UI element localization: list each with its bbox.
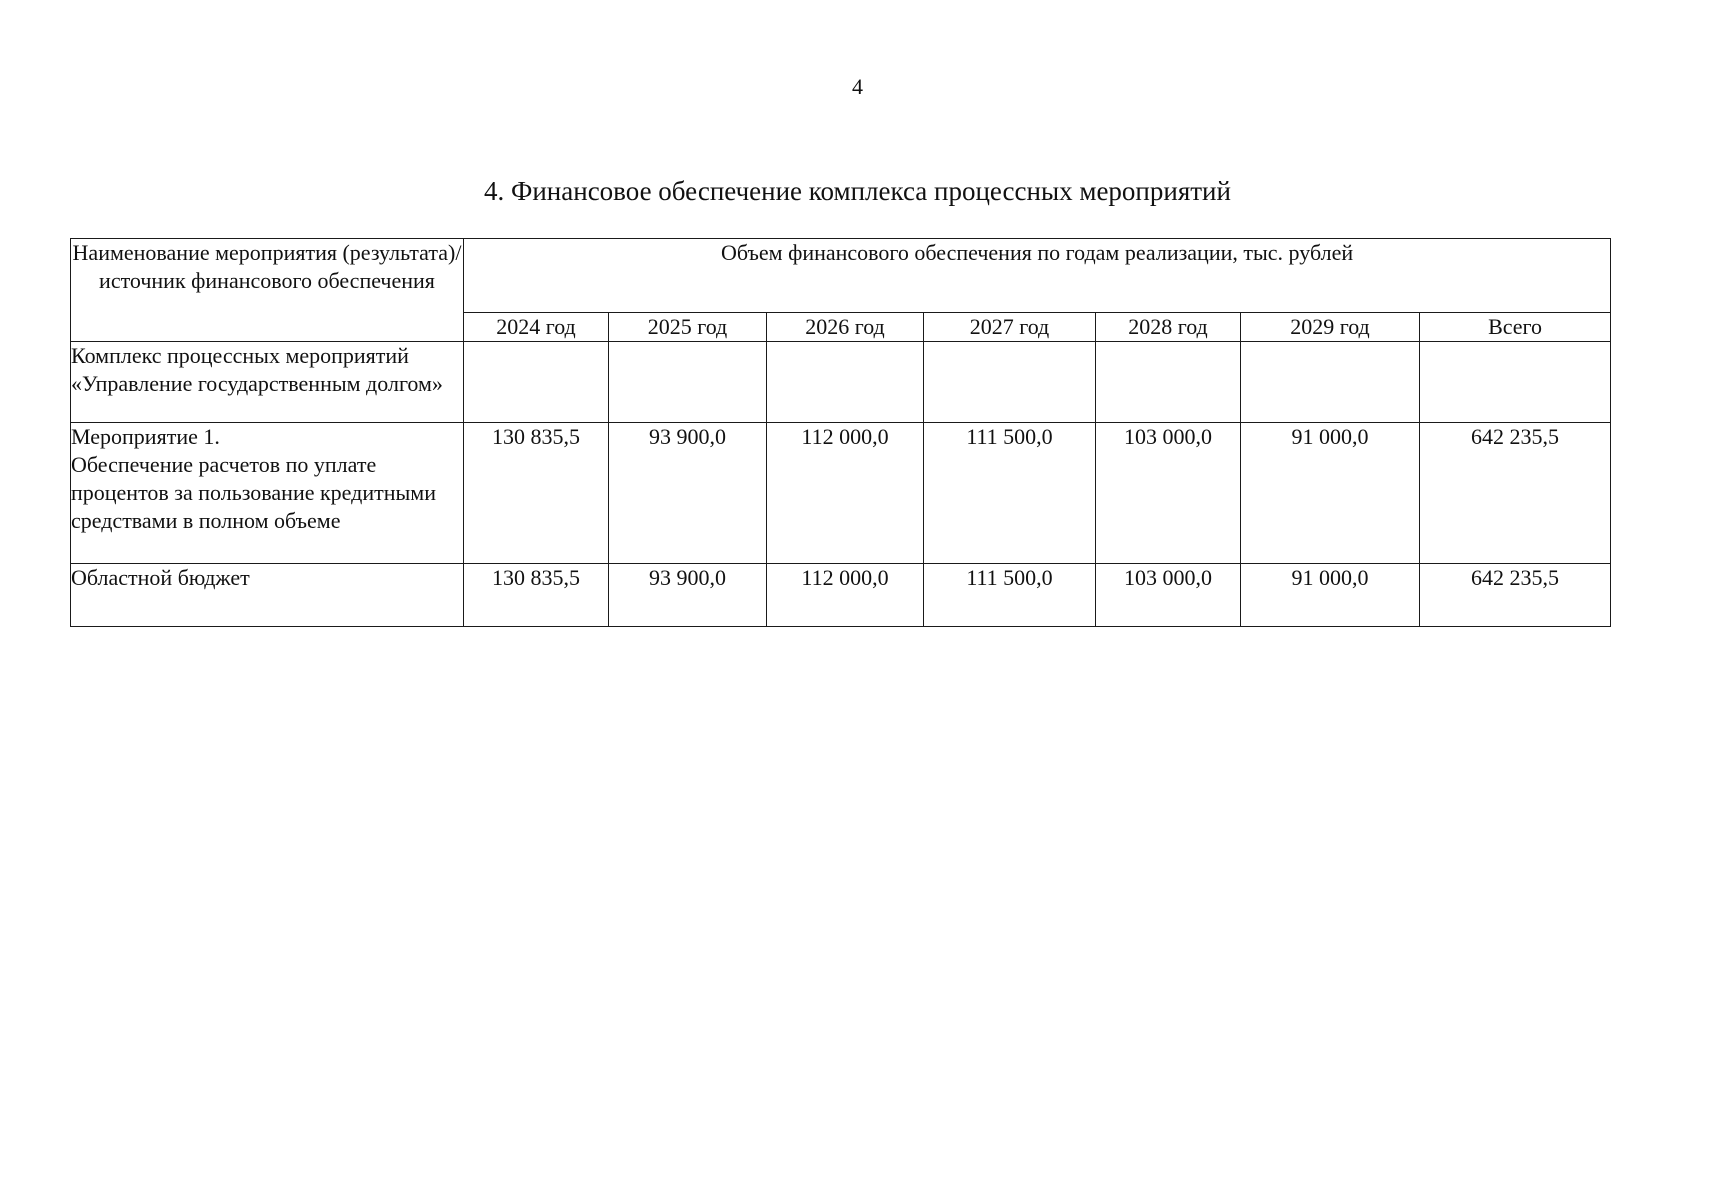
value-total: 642 235,5 — [1420, 423, 1611, 564]
row-name: Областной бюджет — [71, 564, 464, 627]
header-year-2029: 2029 год — [1241, 313, 1420, 342]
header-event-name: Наименование мероприятия (результата)/источник финансового обеспечения — [71, 239, 464, 342]
value-2027: 111 500,0 — [924, 564, 1096, 627]
value-2026 — [767, 342, 924, 423]
header-year-2028: 2028 год — [1096, 313, 1241, 342]
value-2024 — [464, 342, 609, 423]
value-2027: 111 500,0 — [924, 423, 1096, 564]
value-2028: 103 000,0 — [1096, 423, 1241, 564]
value-2026: 112 000,0 — [767, 423, 924, 564]
value-2028 — [1096, 342, 1241, 423]
header-year-2027: 2027 год — [924, 313, 1096, 342]
financing-table — [70, 238, 1611, 627]
value-2024: 130 835,5 — [464, 423, 609, 564]
value-total — [1420, 342, 1611, 423]
header-year-2024: 2024 год — [464, 313, 609, 342]
value-total: 642 235,5 — [1420, 564, 1611, 627]
value-2025: 93 900,0 — [609, 423, 767, 564]
table-header-row — [71, 239, 1611, 313]
event-number: Мероприятие 1. — [71, 424, 220, 449]
section-title: 4. Финансовое обеспечение комплекса процессных мероприятий — [484, 176, 1231, 206]
value-2027 — [924, 342, 1096, 423]
value-2025: 93 900,0 — [609, 564, 767, 627]
header-financing-volume: Объем финансового обеспечения по годам реализации, тыс. рублей — [464, 239, 1611, 313]
header-year-2026: 2026 год — [767, 313, 924, 342]
value-2025 — [609, 342, 767, 423]
table-row — [71, 342, 1611, 423]
value-2028: 103 000,0 — [1096, 564, 1241, 627]
value-2029: 91 000,0 — [1241, 564, 1420, 627]
row-name — [71, 423, 464, 564]
page-number: 4 — [852, 74, 863, 99]
value-2024: 130 835,5 — [464, 564, 609, 627]
value-2026: 112 000,0 — [767, 564, 924, 627]
event-description: Обеспечение расчетов по уплате процентов за пользование кредитными средствами в полном объеме — [71, 452, 436, 533]
value-2029: 91 000,0 — [1241, 423, 1420, 564]
row-name: Комплекс процессных мероприятий «Управление государственным долгом» — [71, 342, 464, 423]
table-row — [71, 423, 1611, 564]
header-year-2025: 2025 год — [609, 313, 767, 342]
value-2029 — [1241, 342, 1420, 423]
table-row — [71, 564, 1611, 627]
header-total: Всего — [1420, 313, 1611, 342]
